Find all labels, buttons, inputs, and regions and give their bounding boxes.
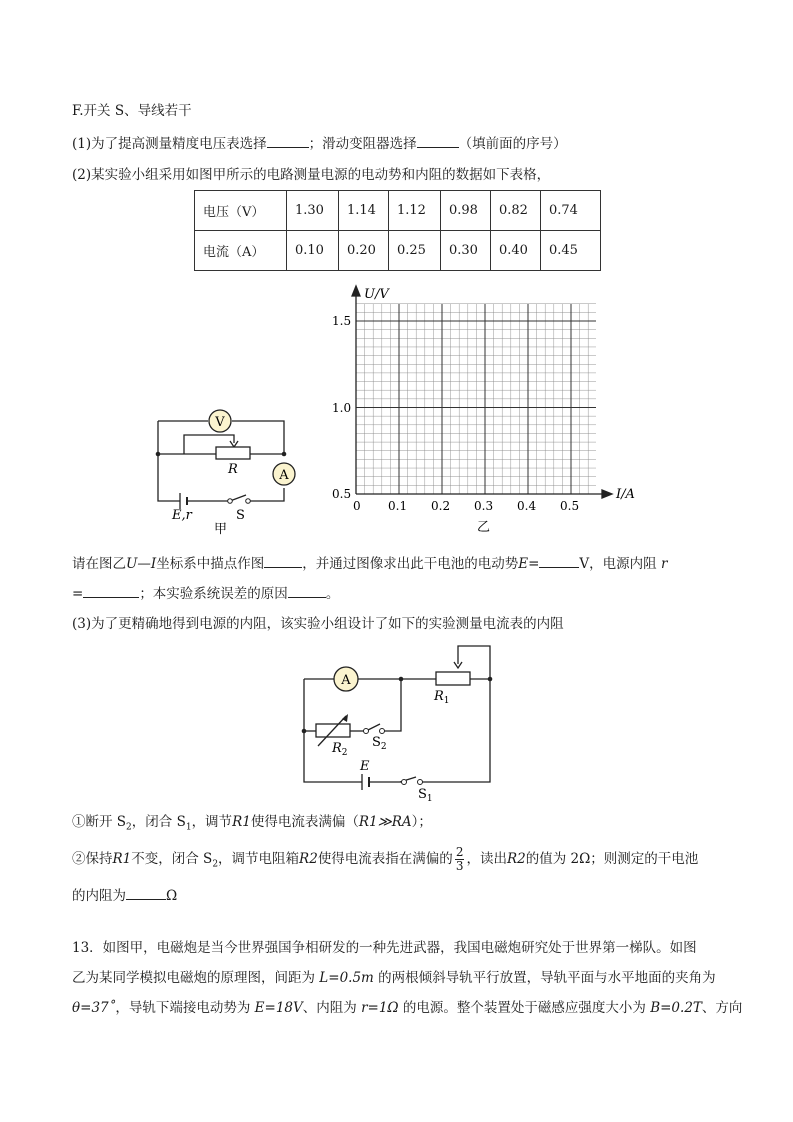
- table-cell: 电压（V）: [195, 191, 287, 231]
- plot-instruction-cont: = ；本实验系统误差的原因 。: [72, 583, 339, 604]
- question-2-intro: (2)某实验小组采用如图甲所示的电路测量电源的电动势和内阻的数据如下表格，: [72, 167, 551, 183]
- table-cell: 0.40: [491, 231, 541, 271]
- ammeter-label: A: [279, 468, 289, 483]
- circuit-jia: [150, 405, 300, 535]
- question-1: (1)为了提高测量精度电压表选择 ；滑动变阻器选择 （填前面的序号）: [72, 133, 567, 154]
- x-tick-label: 0.3: [474, 499, 494, 513]
- plot-instruction: 请在图乙U—I坐标系中描点作图 ，并通过图像求出此干电池的电动势E= V，电源内阻 r: [72, 553, 667, 574]
- table-row: [195, 231, 601, 271]
- table-cell: 1.30: [287, 191, 339, 231]
- question-13-line-3: θ=37˚，导轨下端接电动势为 E=18V、内阻为 r=1Ω 的电源。整个装置处于磁感应强度大小为 B=0.2T、方向: [72, 1000, 743, 1016]
- x-tick-label: 0.4: [517, 499, 537, 513]
- answer-blank[interactable]: [539, 553, 579, 568]
- data-table: [194, 190, 601, 271]
- y-axis-title: U/V: [364, 287, 389, 302]
- x-tick-label: 0: [353, 499, 361, 513]
- switch-label: S: [236, 508, 245, 523]
- question-13-line-1: 13．如图甲，电磁炮是当今世界强国争相研发的一种先进武器，我国电磁炮研究处于世界第一梯队。如图: [72, 940, 697, 956]
- table-cell: 0.25: [389, 231, 441, 271]
- answer-blank[interactable]: [264, 553, 302, 568]
- voltmeter-label: V: [215, 415, 225, 430]
- table-cell: 0.20: [339, 231, 389, 271]
- rheostat-label: R: [228, 462, 238, 477]
- ammeter-label: A: [341, 673, 351, 688]
- y-tick-label: 1.0: [332, 401, 352, 415]
- step-2: ②保持R1不变，闭合 $S_2$，调节电阻箱R2使得电流表指在满偏的 $\frac{2}{3}$ ，读出R2的值为 2Ω；则测定的干电池: [72, 845, 699, 873]
- question-13-line-2: 乙为某同学模拟电磁炮的原理图，间距为 L=0.5m 的两根倾斜导轨平行放置，导轨平面与水平地面的夹角为: [72, 970, 716, 986]
- table-cell: 0.74: [541, 191, 601, 231]
- s2-label: $S_2$: [372, 735, 387, 752]
- x-tick-label: 0.5: [560, 499, 580, 513]
- step-2-cont: 的内阻为 Ω: [72, 885, 177, 906]
- x-tick-label: 0.1: [388, 499, 408, 513]
- table-cell: 电流（A）: [195, 231, 287, 271]
- table-cell: 0.98: [441, 191, 491, 231]
- circuit-ammeter-resistance: [298, 642, 508, 802]
- table-row: [195, 191, 601, 231]
- answer-blank[interactable]: [267, 133, 309, 148]
- option-f: F.开关 S、导线若干: [72, 103, 192, 119]
- table-cell: 0.30: [441, 231, 491, 271]
- fraction-two-thirds: $\frac{2}{3}$: [455, 845, 464, 873]
- r1-label: $R_1$: [434, 689, 450, 706]
- y-tick-label: 1.5: [332, 314, 352, 328]
- answer-blank[interactable]: [288, 583, 326, 598]
- question-3-intro: (3)为了更精确地得到电源的内阻，该实验小组设计了如下的实验测量电流表的内阻: [72, 616, 564, 632]
- answer-blank[interactable]: [126, 885, 166, 900]
- step-1: ①断开 $S_2$，闭合 $S_1$，调节R1使得电流表满偏（R1≫RA）；: [72, 814, 432, 833]
- table-cell: 1.12: [389, 191, 441, 231]
- battery-label: E,r: [172, 508, 192, 523]
- answer-blank[interactable]: [83, 583, 139, 598]
- r2-label: $R_2$: [332, 741, 348, 758]
- s1-label: $S_1$: [418, 787, 433, 804]
- x-axis-title: I/A: [616, 487, 635, 502]
- figure-caption-jia: 甲: [214, 522, 228, 537]
- ui-graph: [322, 284, 635, 535]
- table-cell: 0.82: [491, 191, 541, 231]
- table-cell: 0.45: [541, 231, 601, 271]
- x-tick-label: 0.2: [431, 499, 451, 513]
- battery-label: E: [360, 759, 370, 774]
- table-cell: 1.14: [339, 191, 389, 231]
- table-cell: 0.10: [287, 231, 339, 271]
- figure-caption-yi: 乙: [477, 520, 491, 535]
- answer-blank[interactable]: [417, 133, 459, 148]
- y-tick-label: 0.5: [332, 487, 352, 501]
